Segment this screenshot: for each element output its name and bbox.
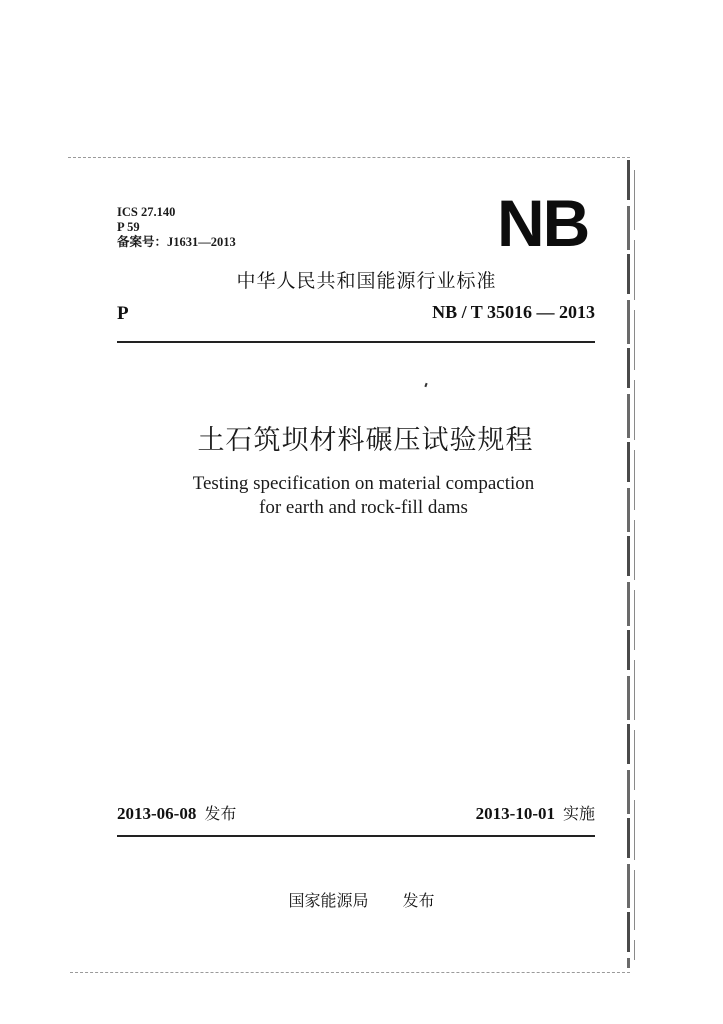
ics-code: ICS 27.140 <box>117 205 176 219</box>
implementation-date-value: 2013-10-01 <box>475 804 555 823</box>
bottom-divider <box>117 835 595 837</box>
publisher-action: 发布 <box>402 891 435 910</box>
classification-code: P 59 <box>117 220 140 234</box>
publisher <box>0 888 723 911</box>
document-title-en <box>0 472 723 520</box>
scan-speck <box>424 383 427 387</box>
implementation-date <box>476 801 595 824</box>
issue-date-value: 2013-06-08 <box>117 804 197 823</box>
issue-date-label: 发布 <box>204 804 237 823</box>
class-code: P <box>117 303 129 324</box>
issue-date <box>117 801 236 824</box>
record-number: 备案号：J1631—2013 <box>117 235 236 249</box>
document-title-zh: 土石筑坝材料碾压试验规程 <box>197 425 534 456</box>
scan-border-bottom <box>70 972 630 973</box>
title-en-line-2: for earth and rock-fill dams <box>259 497 468 518</box>
scan-border-top <box>68 157 630 158</box>
publisher-name: 国家能源局 <box>288 891 369 910</box>
title-en-line-1: Testing specification on material compaction <box>192 473 535 494</box>
standard-number: NB / T 35016 — 2013 <box>432 302 595 322</box>
nb-logo: NB <box>497 186 589 260</box>
document-metadata <box>117 205 236 250</box>
industry-standard-title: 中华人民共和国能源行业标准 <box>236 270 497 292</box>
implementation-date-label: 实施 <box>562 804 595 823</box>
top-divider <box>117 341 595 343</box>
